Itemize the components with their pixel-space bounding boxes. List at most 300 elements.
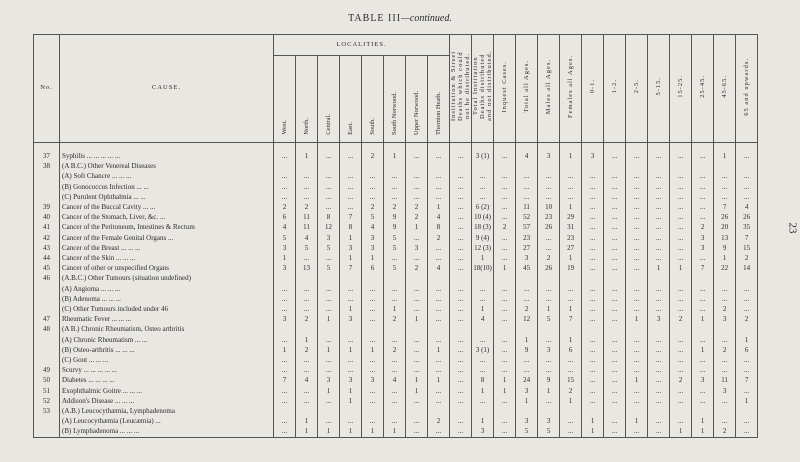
table-cell — [450, 324, 472, 334]
table-row — [34, 212, 758, 222]
table-cell: ... — [538, 233, 560, 243]
row-cause: Scurvy ... ... ... ... ... — [60, 365, 274, 375]
table-cell — [472, 161, 494, 171]
table-row — [34, 192, 758, 202]
table-cell — [406, 161, 428, 171]
table-cell: ... — [428, 243, 450, 253]
table-cell: ... — [450, 355, 472, 365]
table-cell: ... — [582, 171, 604, 181]
table-cell: ... — [648, 304, 670, 314]
table-cell — [582, 406, 604, 416]
table-cell: ... — [560, 171, 582, 181]
table-cell — [604, 324, 626, 334]
table-cell: 8 — [318, 212, 340, 222]
table-cell: 3 — [692, 233, 714, 243]
table-cell: ... — [362, 171, 384, 181]
table-cell: 23 — [538, 212, 560, 222]
table-cell: ... — [648, 355, 670, 365]
table-cell: ... — [450, 294, 472, 304]
table-cell: ... — [692, 355, 714, 365]
table-cell: ... — [384, 355, 406, 365]
mortality-table — [33, 34, 758, 438]
table-cell: ... — [428, 192, 450, 202]
table-cell: 1 — [340, 233, 362, 243]
row-cause: (B) Lymphadenoma ... ... ... — [60, 426, 274, 437]
table-cell: ... — [604, 426, 626, 437]
table-cell: 14 — [736, 263, 758, 273]
table-cell: ... — [362, 294, 384, 304]
column-header-label: South Norwood. — [391, 91, 398, 135]
table-cell: 1 — [494, 386, 516, 396]
column-header — [296, 56, 318, 143]
table-cell: ... — [670, 345, 692, 355]
table-cell: 5 — [384, 263, 406, 273]
table-cell: ... — [406, 284, 428, 294]
table-cell — [494, 324, 516, 334]
table-cell: ... — [516, 182, 538, 192]
table-cell: ... — [692, 396, 714, 406]
table-cell: 1 — [516, 335, 538, 345]
table-cell: ... — [384, 365, 406, 375]
table-cell — [296, 161, 318, 171]
table-row — [34, 365, 758, 375]
table-cell: 3 — [318, 233, 340, 243]
table-cell: ... — [406, 233, 428, 243]
table-cell: ... — [362, 335, 384, 345]
table-cell: ... — [406, 304, 428, 314]
row-cause: (C) Other Tumours included under 46 — [60, 304, 274, 314]
table-cell: ... — [626, 396, 648, 406]
table-row — [34, 202, 758, 212]
table-cell — [516, 406, 538, 416]
table-cell: ... — [538, 243, 560, 253]
table-cell: 5 — [384, 233, 406, 243]
table-cell: ... — [296, 171, 318, 181]
table-cell — [648, 161, 670, 171]
column-header — [538, 35, 560, 143]
table-cell: 7 — [714, 202, 736, 212]
table-cell: ... — [318, 202, 340, 212]
table-row — [34, 314, 758, 324]
table-cell — [472, 324, 494, 334]
table-row — [34, 324, 758, 334]
row-number: 50 — [34, 375, 60, 385]
table-cell: 3 — [362, 243, 384, 253]
table-cell: ... — [648, 253, 670, 263]
table-cell: ... — [736, 416, 758, 426]
row-cause: Syphilis ... ... ... ... ... — [60, 143, 274, 162]
table-cell — [516, 273, 538, 283]
column-header-label: Total Institution Deaths distributed and not distributed. — [472, 51, 494, 122]
table-cell — [428, 273, 450, 283]
table-cell: ... — [736, 192, 758, 202]
table-cell: 3 — [340, 314, 362, 324]
table-cell: ... — [604, 335, 626, 345]
table-cell: ... — [648, 222, 670, 232]
table-title: TABLE III—continued. — [348, 13, 452, 24]
table-cell: ... — [494, 171, 516, 181]
table-cell: 1 — [494, 263, 516, 273]
table-cell: ... — [582, 345, 604, 355]
row-cause: Cancer of the Buccal Cavity ... ... — [60, 202, 274, 212]
table-cell: ... — [714, 192, 736, 202]
table-cell: ... — [670, 335, 692, 345]
table-cell: ... — [494, 314, 516, 324]
table-cell: ... — [604, 202, 626, 212]
table-cell: ... — [648, 335, 670, 345]
table-cell: ... — [604, 386, 626, 396]
table-cell: ... — [494, 182, 516, 192]
table-cell: ... — [340, 202, 362, 212]
table-cell: 1 — [648, 263, 670, 273]
table-cell — [582, 161, 604, 171]
column-header-label: 25-45. — [699, 75, 707, 98]
table-cell: 9 — [384, 222, 406, 232]
table-cell: 1 — [626, 375, 648, 385]
table-cell: ... — [582, 212, 604, 222]
table-cell: ... — [428, 182, 450, 192]
table-cell: ... — [450, 335, 472, 345]
table-cell: ... — [406, 171, 428, 181]
row-number: 45 — [34, 263, 60, 273]
table-cell: ... — [494, 192, 516, 202]
table-cell: 3 — [340, 375, 362, 385]
table-cell: 2 — [516, 304, 538, 314]
table-cell: ... — [626, 345, 648, 355]
table-cell — [538, 406, 560, 416]
table-cell: 1 — [318, 386, 340, 396]
table-cell: ... — [428, 284, 450, 294]
table-cell: 7 — [274, 375, 296, 385]
table-cell: ... — [318, 304, 340, 314]
table-cell: 7 — [736, 375, 758, 385]
table-cell: ... — [626, 294, 648, 304]
table-cell — [648, 324, 670, 334]
table-cell — [450, 161, 472, 171]
table-cell: ... — [604, 222, 626, 232]
table-cell — [626, 161, 648, 171]
table-cell: ... — [560, 365, 582, 375]
row-number: 43 — [34, 243, 60, 253]
table-cell: 8 — [340, 222, 362, 232]
table-cell: ... — [736, 304, 758, 314]
column-header-label: 1-2. — [611, 79, 619, 94]
table-cell: ... — [604, 314, 626, 324]
table-cell: ... — [736, 355, 758, 365]
table-cell: ... — [450, 253, 472, 263]
table-cell: 3 — [516, 253, 538, 263]
table-cell: ... — [494, 253, 516, 263]
table-cell: ... — [384, 416, 406, 426]
table-cell: ... — [692, 335, 714, 345]
row-cause: (C) Purulent Ophthalmia ... ... — [60, 192, 274, 202]
table-cell: 2 — [274, 202, 296, 212]
table-cell: ... — [450, 233, 472, 243]
table-cell: ... — [494, 355, 516, 365]
table-cell: 4 — [296, 375, 318, 385]
table-cell: ... — [362, 355, 384, 365]
row-cause: (A B.) Chronic Rheumatism, Osteo arthritis — [60, 324, 274, 334]
table-cell: ... — [362, 396, 384, 406]
table-cell: ... — [340, 416, 362, 426]
table-cell: 1 — [736, 335, 758, 345]
table-cell: ... — [582, 222, 604, 232]
column-header-label: Central. — [325, 114, 332, 135]
table-cell: ... — [736, 143, 758, 162]
table-cell: 7 — [340, 212, 362, 222]
table-cell: ... — [318, 171, 340, 181]
row-cause: (A.B.) Leucocythæmia, Lymphadenoma — [60, 406, 274, 416]
table-cell: ... — [450, 386, 472, 396]
table-cell: 20 — [714, 222, 736, 232]
table-cell: 1 — [560, 253, 582, 263]
table-cell: 7 — [692, 263, 714, 273]
table-cell: 12 — [318, 222, 340, 232]
table-cell: 2 — [736, 314, 758, 324]
table-cell: 26 — [538, 263, 560, 273]
table-cell: ... — [648, 243, 670, 253]
table-cell: 1 — [340, 386, 362, 396]
table-cell: ... — [450, 365, 472, 375]
table-cell: ... — [340, 294, 362, 304]
row-cause: Addison's Disease ... ... ... — [60, 396, 274, 406]
table-cell: ... — [714, 335, 736, 345]
table-cell: 1 — [692, 426, 714, 437]
table-cell: 26 — [538, 222, 560, 232]
table-cell: 5 — [318, 243, 340, 253]
table-cell: ... — [318, 182, 340, 192]
table-cell: ... — [714, 182, 736, 192]
table-cell: 4 — [274, 222, 296, 232]
table-cell: ... — [714, 171, 736, 181]
table-cell — [736, 324, 758, 334]
table-cell: ... — [648, 386, 670, 396]
table-cell: ... — [626, 335, 648, 345]
table-cell: 2 — [692, 222, 714, 232]
table-cell — [626, 324, 648, 334]
table-cell: ... — [736, 182, 758, 192]
column-header-label: North. — [303, 118, 310, 135]
table-cell: ... — [516, 171, 538, 181]
table-cell: 3 — [648, 314, 670, 324]
table-cell: 1 — [274, 253, 296, 263]
table-cell: ... — [626, 243, 648, 253]
table-cell: 3 — [516, 386, 538, 396]
table-cell: 4 — [472, 314, 494, 324]
table-cell — [340, 273, 362, 283]
table-cell: ... — [560, 426, 582, 437]
table-cell: ... — [428, 365, 450, 375]
table-cell: ... — [538, 396, 560, 406]
table-cell: ... — [692, 304, 714, 314]
table-cell: ... — [494, 396, 516, 406]
table-cell: 1 — [318, 345, 340, 355]
table-cell: ... — [538, 192, 560, 202]
column-header — [692, 35, 714, 143]
table-cell: 2 — [296, 345, 318, 355]
table-cell: 3 (1) — [472, 143, 494, 162]
table-cell: ... — [538, 294, 560, 304]
table-cell: ... — [296, 253, 318, 263]
table-cell — [428, 161, 450, 171]
table-cell: ... — [296, 284, 318, 294]
table-cell: ... — [670, 386, 692, 396]
table-cell: ... — [582, 284, 604, 294]
table-cell: ... — [406, 182, 428, 192]
table-cell — [296, 406, 318, 416]
row-number: 49 — [34, 365, 60, 375]
table-cell — [516, 324, 538, 334]
table-cell — [582, 273, 604, 283]
table-cell: ... — [494, 335, 516, 345]
table-cell: ... — [362, 192, 384, 202]
table-cell: ... — [582, 335, 604, 345]
table-cell: 2 — [384, 345, 406, 355]
table-cell: ... — [692, 365, 714, 375]
table-cell: ... — [692, 284, 714, 294]
table-cell: 52 — [516, 212, 538, 222]
table-cell: ... — [736, 294, 758, 304]
table-cell: ... — [670, 192, 692, 202]
table-cell: ... — [274, 304, 296, 314]
row-number — [34, 426, 60, 437]
table-cell: 2 — [670, 375, 692, 385]
table-cell: 1 — [296, 426, 318, 437]
row-cause: (A) Angioma ... ... ... — [60, 284, 274, 294]
table-cell — [428, 406, 450, 416]
table-cell — [604, 273, 626, 283]
table-cell: 27 — [516, 243, 538, 253]
table-cell: ... — [516, 284, 538, 294]
table-cell: 11 — [714, 375, 736, 385]
table-cell: 5 — [538, 426, 560, 437]
table-cell: 1 — [714, 143, 736, 162]
table-cell: 23 — [516, 233, 538, 243]
table-cell — [296, 324, 318, 334]
table-cell: 2 — [494, 222, 516, 232]
table-cell: ... — [274, 182, 296, 192]
table-cell: 6 (2) — [472, 202, 494, 212]
table-cell — [560, 324, 582, 334]
table-cell: ... — [582, 386, 604, 396]
table-cell: ... — [604, 182, 626, 192]
table-row — [34, 182, 758, 192]
table-cell: ... — [604, 243, 626, 253]
table-cell: ... — [604, 365, 626, 375]
table-cell: 2 — [428, 416, 450, 426]
table-cell: 35 — [736, 222, 758, 232]
table-cell: ... — [406, 192, 428, 202]
table-cell: ... — [450, 222, 472, 232]
table-cell: 2 — [560, 386, 582, 396]
table-cell — [692, 161, 714, 171]
table-cell: 18 (3) — [472, 222, 494, 232]
table-cell: ... — [450, 243, 472, 253]
table-cell: ... — [648, 345, 670, 355]
table-cell: 10 (4) — [472, 212, 494, 222]
table-row — [34, 355, 758, 365]
table-cell: ... — [494, 143, 516, 162]
table-cell: 1 — [318, 314, 340, 324]
table-cell: ... — [538, 355, 560, 365]
table-cell: 3 (1) — [472, 345, 494, 355]
table-row — [34, 222, 758, 232]
table-cell: 19 — [560, 263, 582, 273]
table-cell: ... — [714, 365, 736, 375]
table-cell: ... — [362, 386, 384, 396]
table-cell: ... — [538, 171, 560, 181]
column-header — [582, 35, 604, 143]
table-cell: ... — [428, 396, 450, 406]
row-number: 41 — [34, 222, 60, 232]
table-cell: 2 — [714, 345, 736, 355]
table-cell: ... — [494, 365, 516, 375]
table-cell: ... — [560, 284, 582, 294]
table-cell: 9 — [384, 212, 406, 222]
column-header — [670, 35, 692, 143]
table-cell: ... — [384, 335, 406, 345]
table-cell: ... — [648, 202, 670, 212]
row-number: 42 — [34, 233, 60, 243]
table-cell — [362, 161, 384, 171]
table-cell: ... — [604, 375, 626, 385]
table-cell: 13 — [714, 233, 736, 243]
table-cell: ... — [714, 284, 736, 294]
header-cause: CAUSE. — [60, 35, 274, 143]
table-cell: ... — [450, 314, 472, 324]
table-cell: ... — [450, 143, 472, 162]
table-cell: ... — [560, 192, 582, 202]
table-cell: 1 — [626, 314, 648, 324]
table-cell: ... — [318, 355, 340, 365]
table-row — [34, 263, 758, 273]
table-cell: 9 — [516, 345, 538, 355]
table-cell: ... — [384, 386, 406, 396]
table-cell: 3 — [472, 426, 494, 437]
table-cell: ... — [670, 243, 692, 253]
table-cell — [274, 273, 296, 283]
table-cell: ... — [648, 416, 670, 426]
column-header — [714, 35, 736, 143]
table-cell: ... — [450, 182, 472, 192]
table-cell: ... — [494, 294, 516, 304]
table-cell: ... — [384, 192, 406, 202]
row-number: 47 — [34, 314, 60, 324]
table-cell: ... — [604, 294, 626, 304]
table-cell — [384, 324, 406, 334]
table-cell: 2 — [384, 202, 406, 212]
table-cell — [472, 406, 494, 416]
column-header-label: 65 and upwards. — [743, 57, 751, 116]
table-cell: ... — [362, 182, 384, 192]
table-cell: ... — [604, 192, 626, 202]
table-cell: 7 — [736, 233, 758, 243]
table-cell: ... — [736, 426, 758, 437]
column-header-label: Total all Ages. — [523, 60, 531, 113]
table-cell: ... — [494, 212, 516, 222]
row-cause: (B) Gonococcus Infection ... ... — [60, 182, 274, 192]
table-cell: ... — [428, 426, 450, 437]
table-cell: 3 — [714, 314, 736, 324]
table-cell: ... — [582, 355, 604, 365]
table-cell: 4 — [362, 222, 384, 232]
table-cell: ... — [274, 365, 296, 375]
table-cell: 1 — [736, 396, 758, 406]
table-cell — [736, 406, 758, 416]
table-cell: ... — [450, 375, 472, 385]
table-cell — [736, 161, 758, 171]
table-cell: ... — [450, 426, 472, 437]
